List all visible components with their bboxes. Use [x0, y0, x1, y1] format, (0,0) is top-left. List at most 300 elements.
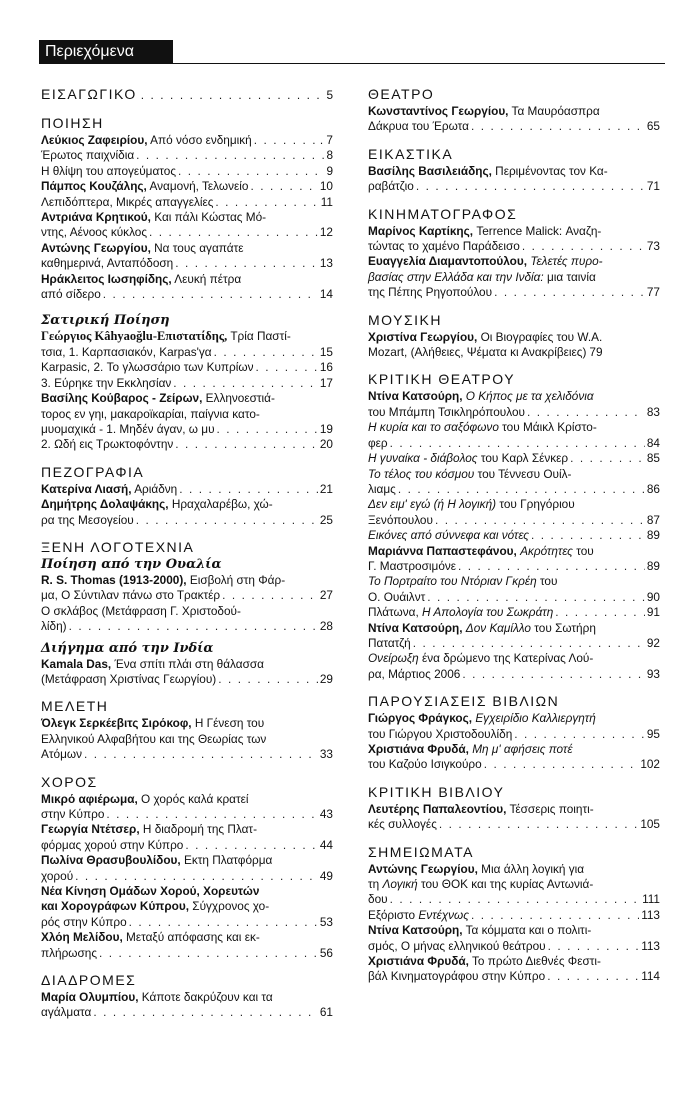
author-name: Νέα Κίνηση Ομάδων Χορού, Χορευτών [41, 884, 260, 899]
entry-title: Τέσσερις ποιητι- [509, 801, 594, 816]
entry-title: Ο χορός καλά κρατεί [141, 791, 249, 806]
section-title: ΧΟΡΟΣ [41, 773, 98, 790]
page-number: 12 [319, 225, 333, 240]
entry-title: Σύγχρονος χο- [192, 899, 270, 914]
entry-title: ένα δρώμενο της Κατερίνας Λού- [421, 651, 594, 666]
toc-entry[interactable] [368, 651, 660, 682]
section-title: ΕΙΚΑΣΤΙΚΑ [368, 145, 454, 162]
page-number: 11 [320, 194, 333, 209]
entry-title: φερ [368, 435, 388, 450]
toc-entry[interactable] [368, 621, 660, 652]
entry-title: καθημερινά, Ανταπόδοση [41, 256, 174, 271]
page-number: 113 [641, 907, 660, 922]
entry-title: Εισβολή στη Φάρ- [189, 572, 286, 587]
dot-leader [141, 88, 323, 102]
section-title: ΠΕΖΟΓΡΑΦΙΑ [41, 463, 145, 480]
author-name: και Χορογράφων Κύπρου, [41, 899, 189, 914]
dot-leader [69, 619, 318, 634]
page-number: 28 [319, 619, 333, 634]
dot-leader [136, 148, 324, 163]
entry-title: του Γρηγόριου [499, 497, 575, 512]
toc-entry[interactable] [41, 210, 333, 241]
entry-title: Ηραχαλαρέβω, χώ- [171, 497, 273, 512]
author-name: Χριστίνα Γεωργίου, [368, 329, 478, 344]
dot-leader [390, 436, 645, 451]
toc-entry[interactable] [41, 179, 333, 194]
page-number: 95 [646, 726, 660, 741]
entry-title: Ο. Ουάιλντ [368, 589, 426, 604]
page-number: 16 [319, 360, 333, 375]
section-title: Σατιρική Ποίηση [41, 313, 170, 329]
dot-leader [416, 179, 645, 194]
author-name: Αντώνης Γεωργίου, [41, 240, 151, 255]
dot-leader [462, 667, 645, 682]
author-name: Βασίλης Κούβαρος - Ζείρων, [41, 391, 203, 406]
toc-entry[interactable] [41, 990, 333, 1021]
entry-title: Εικόνες από σύννεφα και νότες [368, 528, 529, 543]
entry-title: Κάποτε δακρύζουν και τα [141, 990, 273, 1005]
entry-title: Ο σκλάβος (Μετάφραση Γ. Χριστοδού- [41, 603, 241, 618]
author-name: Μαριάννα Παπαστεφάνου, [368, 543, 517, 558]
entry-title: Αναμονή, Τελωνείο [149, 179, 249, 194]
dot-leader [254, 133, 318, 148]
entry-title: ραβάτζιο [368, 179, 414, 194]
toc-entry[interactable] [368, 574, 660, 605]
entry-title: Πατατζή [368, 635, 411, 650]
page-number: 29 [319, 671, 333, 686]
entry-title: Δεν ειμ' εγώ (ή Η λογική) [368, 497, 497, 512]
entry-title: του Γιώργου Χριστοδουλίδη [368, 726, 513, 741]
dot-leader [84, 747, 318, 762]
toc-entry[interactable] [368, 528, 660, 543]
entry-title: Ξενόπουλου [368, 512, 433, 527]
entry-title: Αριάδνη [134, 481, 178, 496]
page-number: 17 [319, 375, 333, 390]
page-number: 20 [319, 437, 333, 452]
dot-leader [255, 360, 317, 375]
toc-entry[interactable] [368, 711, 660, 742]
entry-title: Από νόσο ενδημική [150, 133, 252, 147]
entry-title: δου [368, 892, 388, 907]
author-name: Κατερίνα Λιασή, [41, 481, 132, 496]
section-title: ΜΕΛΕΤΗ [41, 698, 109, 715]
left-column [41, 86, 333, 1032]
section-eikastika [368, 146, 660, 195]
toc-entry[interactable] [41, 164, 333, 179]
toc-entry[interactable] [368, 224, 660, 255]
entry-title: ρα της Μεσογείου [41, 512, 134, 527]
entry-title: Οι Βιογραφίες του W.A. [480, 329, 603, 344]
dot-leader [548, 939, 640, 954]
dot-leader [570, 451, 645, 466]
toc-entry[interactable] [41, 133, 333, 148]
author-name: Ηράκλειτος Ιωσηφίδης, [41, 271, 172, 286]
author-name: Kamala Das, [41, 656, 112, 671]
toc-entry[interactable] [41, 482, 333, 497]
entry-title: χορού [41, 868, 74, 883]
section-title: ΜΟΥΣΙΚΗ [368, 311, 442, 328]
entry-title: Έρωτος παιχνίδια [41, 148, 135, 163]
entry-title: Να τους αγαπάτε [154, 240, 244, 255]
author-name: Ντίνα Κατσούρη, [368, 620, 463, 635]
author-name: Βασίλης Βασιλειάδης, [368, 163, 492, 178]
entry-title: του Τέννεσυ Ουίλ- [477, 466, 572, 481]
entry-title: του Μπάμπη Τσικληρόπουλου [368, 404, 525, 419]
entry-title: του Σωτήρη [534, 620, 596, 635]
toc-entry[interactable] [41, 329, 333, 391]
section-title: ΠΟΙΗΣΗ [41, 115, 104, 131]
toc-entry[interactable] [41, 195, 333, 210]
page-number: 10 [319, 179, 333, 194]
author-name: Ντίνα Κατσούρη, [368, 923, 463, 938]
entry-title: Περιμένοντας τον Κα- [495, 163, 608, 178]
author-name: Γεώργιος Kâhyaoğlu-Επιστατίδης, [41, 329, 228, 344]
author-name: Ντίνα Κατσούρη, [368, 389, 463, 404]
dot-leader [103, 287, 318, 302]
section-mousiki [368, 312, 660, 361]
entry-title: Τελετές πυρο- [530, 254, 603, 269]
author-name: Πάμπος Κουζάλης, [41, 179, 147, 194]
entry-title: Η Γένεση του [194, 716, 265, 731]
entry-title: του Μάικλ Κρίστο- [502, 420, 597, 435]
page-number: 25 [319, 512, 333, 527]
author-name: Κωνσταντίνος Γεωργίου, [368, 104, 509, 118]
entry-title: Η διαδρομή της Πλατ- [142, 822, 258, 837]
page-number: 13 [319, 256, 333, 271]
toc-entry[interactable] [368, 467, 660, 498]
entry-title: Τα Μαυρόασπρα [511, 104, 600, 118]
page-number: 14 [319, 287, 333, 302]
dot-leader [398, 482, 645, 497]
section-kritiki-theatrou [368, 371, 660, 682]
toc-entry[interactable] [368, 451, 660, 466]
page-number: 114 [641, 969, 660, 984]
entry-title: Ακρότητες [520, 543, 573, 558]
page-number: 111 [642, 892, 660, 907]
entry-title: Εγχειρίδιο Καλλιεργητή [475, 711, 596, 726]
dot-leader [136, 513, 318, 528]
entry-title: Πλάτωνα, [368, 605, 419, 620]
entry-title: Δάκρυα του Έρωτα [368, 119, 469, 134]
page-number: 93 [646, 666, 660, 681]
dot-leader [250, 179, 317, 194]
toc-entry[interactable] [368, 954, 660, 985]
page-number: 84 [646, 435, 660, 450]
entry-title: 3. Εύρηκε την Εκκλησίαν [41, 375, 172, 390]
page-number: 89 [646, 558, 660, 573]
page-number: 19 [319, 421, 333, 436]
entry-title: του [539, 574, 558, 589]
entry-title: λίδη) [41, 619, 67, 634]
dot-leader [484, 757, 639, 772]
page-number: 89 [646, 528, 660, 543]
author-name: Χλόη Μελίδου, [41, 930, 123, 945]
entry-title: Τρία Παστί- [230, 329, 291, 344]
page-number: 73 [646, 239, 660, 254]
entry-title: Λευκή πέτρα [174, 271, 242, 286]
dot-leader [218, 672, 318, 687]
entry-title: (Μετάφραση Χριστίνας Γεωργίου) [41, 671, 217, 686]
page-number: 86 [646, 481, 660, 496]
entry-title: του Καζούο Ισιγκούρο [368, 757, 482, 772]
entry-title: Ελληνοεστιά- [205, 391, 275, 406]
page-number: 5 [326, 88, 333, 102]
page-number: 77 [646, 285, 660, 300]
entry-title: σμός, Ο μήνας ελληνικού θεάτρου [368, 938, 546, 953]
page-number: 15 [319, 344, 333, 359]
toc-entry[interactable] [368, 164, 660, 195]
dot-leader [439, 817, 638, 832]
entry-title: φόρμας χορού στην Κύπρο [41, 837, 184, 852]
page-number: 49 [319, 868, 333, 883]
page-number: 61 [319, 1005, 333, 1020]
entry-title: Μεταξύ απόφασης και εκ- [126, 930, 260, 945]
entry-title: Ονείρωξη [368, 651, 419, 666]
dot-leader [531, 528, 645, 543]
dot-leader [527, 405, 645, 420]
entry-title: Η κυρία και το σαξόφωνο [368, 420, 499, 435]
author-name: Λεύκιος Ζαφειρίου, [41, 133, 148, 147]
dot-leader [413, 636, 645, 651]
entry-title: Ένα σπίτι πλάι στη θάλασσα [114, 656, 264, 671]
section-title: ΔΙΑΔΡΟΜΕΣ [41, 972, 137, 989]
toc-entry[interactable] [368, 330, 660, 361]
page-number: 91 [646, 605, 660, 620]
section-xoros [41, 774, 333, 961]
section-xeni [41, 539, 333, 687]
toc-entry[interactable] [41, 657, 333, 688]
page-number: 8 [326, 148, 333, 163]
section-title: ΣΗΜΕΙΩΜΑΤΑ [368, 843, 474, 860]
entry-title: Δον Καμίλλο [465, 620, 531, 635]
page-number: 85 [646, 451, 660, 466]
page-number: 105 [640, 817, 660, 832]
dot-leader [222, 588, 318, 603]
page-number: 102 [640, 757, 660, 772]
entry-title: μυομαχικά - 1. Μηδέν άγαν, ω μυ [41, 421, 215, 436]
dot-leader [106, 807, 317, 822]
section-simeiomata [368, 844, 660, 985]
entry-title: μια ταινία [546, 269, 596, 284]
toc-entry[interactable] [368, 742, 660, 773]
page-number: 113 [641, 938, 660, 953]
entry-title: στην Κύπρο [41, 807, 105, 821]
entry-title: Mozart, (Αλήθειες, Ψέματα κι Ανακρίβειες) [368, 345, 587, 360]
right-column [368, 86, 660, 996]
toc-entry[interactable] [368, 544, 660, 575]
toc-entry[interactable] [368, 420, 660, 451]
toc-entry[interactable] [41, 822, 333, 853]
entry-title: Το πρώτο Διεθνές Φεστι- [472, 954, 601, 969]
toc-entry[interactable] [41, 716, 333, 762]
toc-entry[interactable] [368, 802, 660, 833]
toc-entry[interactable] [368, 923, 660, 954]
entry-title: ρός στην Κύπρο [41, 914, 127, 929]
page-number: 9 [326, 163, 333, 178]
section-meleti [41, 698, 333, 762]
dot-leader [175, 437, 318, 452]
page-number: 79 [589, 345, 603, 360]
dot-leader [435, 513, 645, 528]
page-number: 71 [646, 179, 660, 194]
dot-leader [458, 559, 645, 574]
author-name: Γεωργία Ντέτσερ, [41, 822, 140, 837]
author-name: Μικρό αφιέρωμα, [41, 791, 138, 806]
section-diadromes [41, 972, 333, 1021]
page-number: 44 [319, 837, 333, 852]
entry-title: λιαμς [368, 481, 396, 496]
entry-title: της Πέπης Ρηγοπούλου [368, 285, 493, 300]
page-number: 83 [646, 404, 660, 419]
entry-title: μα, Ο Σύντιλαν πάνω στο Τρακτέρ [41, 588, 221, 603]
entry-title: βασίας στην Ελλάδα και την Ινδία: [368, 269, 544, 284]
page-title: Περιεχόμενα [39, 40, 173, 64]
author-name: Αντώνης Γεωργίου, [368, 861, 478, 876]
section-parousiaseis [368, 693, 660, 773]
page-number: 21 [319, 481, 333, 496]
author-name: Αντριάνα Κρητικού, [41, 210, 151, 225]
subsection-title: Ποίηση από την Ουαλία [41, 556, 222, 572]
page-number: 27 [319, 588, 333, 603]
author-name: Πωλίνα Θρασυβουλίδου, [41, 853, 181, 868]
entry-title: Λογική [382, 877, 418, 892]
author-name: Γιώργος Φράγκος, [368, 711, 473, 726]
dot-leader [217, 422, 318, 437]
section-title-intro: ΕΙΣΑΓΩΓΙΚΟ [41, 86, 137, 102]
entry-title: του [576, 543, 594, 558]
entry-title: ρα, Μάρτιος 2006 [368, 666, 461, 681]
toc-entry[interactable] [368, 862, 660, 908]
toc-entry[interactable] [41, 792, 333, 823]
entry-title: 2. Ωδή εις Τρωκτοφόντην [41, 437, 174, 452]
entry-title: Ατόμων [41, 747, 82, 762]
entry-title: Γ. Μαστροσιμόνε [368, 558, 457, 573]
entry-title: Ελληνικού Αλφαβήτου και της Θεωρίας των [41, 731, 267, 746]
entry-title: Ο Κήπος με τα χελιδόνια [465, 389, 594, 404]
page-number: 56 [319, 945, 333, 960]
entry-title: Εντέχνως [418, 907, 469, 922]
dot-leader [129, 915, 318, 930]
page-number: 33 [319, 747, 333, 762]
toc-entry[interactable] [368, 497, 660, 528]
section-satiriki [41, 313, 333, 452]
entry-title: πλήρωσης [41, 945, 98, 960]
section-kritiki-vivliou [368, 784, 660, 833]
author-name: Μαρίνος Καρτίκης, [368, 223, 474, 238]
page-number: . 7 [319, 133, 333, 147]
page-number: 53 [319, 914, 333, 929]
toc-entry[interactable] [368, 908, 660, 923]
author-name: Όλεγκ Σερκέεβιτς Σιρόκοφ, [41, 716, 192, 731]
page-number: 43 [319, 807, 333, 821]
entry-title: τώντας το χαμένο Παράδεισο [368, 239, 520, 254]
dot-leader [514, 727, 645, 742]
entry-title: Λεπιδόπτερα, Μικρές απαγγελίες [41, 194, 214, 209]
section-title: ΞΕΝΗ ΛΟΓΟΤΕΧΝΙΑ [41, 538, 195, 555]
entry-title: Εξόριστο [368, 907, 416, 922]
author-name: Ευαγγελία Διαμαντοπούλου, [368, 254, 528, 269]
section-title: ΚΙΝΗΜΑΤΟΓΡΑΦΟΣ [368, 205, 518, 222]
entry-title: τορος εν γηι, μακαροϊκαρίαι, παίγνια κατο- [41, 406, 260, 421]
dot-leader [149, 225, 318, 240]
entry-title: Μη μ' αφήσεις ποτέ [472, 742, 573, 756]
author-name: Λευτέρης Παπαλεοντίου, [368, 801, 507, 816]
entry-title: Τα κόμματα και ο πολιτι- [465, 923, 592, 938]
entry-title: Εκτη Πλατφόρμα [183, 853, 273, 868]
dot-leader [522, 239, 645, 254]
entry-title: αγάλματα [41, 1005, 92, 1020]
dot-leader [390, 892, 640, 907]
dot-leader [93, 1005, 318, 1020]
entry-title: Και πάλι Κώστας Μό- [154, 210, 267, 225]
section-theatro [368, 86, 660, 135]
dot-leader [214, 345, 318, 360]
toc-entry[interactable] [41, 241, 333, 272]
entry-title: Μια άλλη λογική για [481, 861, 585, 876]
author-name: Χριστιάνα Φρυδά, [368, 954, 469, 969]
toc-entry[interactable] [41, 853, 333, 884]
header-rule [173, 63, 665, 64]
entry-title: τσια, 1. Καρπασιακόν, Karpas'γα [41, 344, 212, 359]
page-number: 92 [646, 635, 660, 650]
dot-leader [185, 838, 318, 853]
section-kinimatografos [368, 206, 660, 301]
entry-title: κές συλλογές [368, 817, 437, 832]
toc-entry[interactable] [368, 605, 660, 620]
toc-entry[interactable] [41, 148, 333, 163]
section-title: ΘΕΑΤΡΟ [368, 86, 435, 102]
entry-title: του Καρλ Σένκερ [480, 451, 569, 466]
toc-entry[interactable] [41, 272, 333, 303]
author-name: Χριστιάνα Φρυδά, [368, 742, 469, 756]
entry-title: Η Απολογία του Σωκράτη [422, 605, 554, 620]
dot-leader [427, 590, 645, 605]
subsection-title: Διήγημα από την Ινδία [41, 640, 214, 656]
toc-entry[interactable] [41, 930, 333, 961]
page-header [39, 40, 665, 66]
dot-leader [75, 869, 318, 884]
toc-entry[interactable] [41, 573, 333, 635]
toc-entry[interactable] [41, 884, 333, 930]
toc-entry-intro[interactable] [41, 86, 333, 102]
dot-leader [555, 605, 645, 620]
entry-title: Το τέλος του κόσμου [368, 466, 475, 481]
toc-entry[interactable] [41, 497, 333, 528]
dot-leader [215, 195, 318, 210]
page-number: 87 [646, 512, 660, 527]
entry-title: Karpasic, 2. Το γλωσσάριο των Κυπρίων [41, 360, 254, 375]
entry-title: Η θλίψη του απογεύματος [41, 163, 177, 178]
entry-title: Terrence Malick: Αναζη- [476, 223, 602, 238]
entry-title: Η γυναίκα - διάβολος [368, 451, 478, 466]
dot-leader [179, 482, 318, 497]
dot-leader [547, 969, 639, 984]
dot-leader [178, 164, 324, 179]
entry-title: από σίδερο [41, 287, 101, 302]
section-title: ΚΡΙΤΙΚΗ ΒΙΒΛΙΟΥ [368, 783, 505, 800]
page-number: 90 [646, 589, 660, 604]
dot-leader [173, 376, 318, 391]
section-title: ΚΡΙΤΙΚΗ ΘΕΑΤΡΟΥ [368, 371, 516, 388]
entry-title: ντης, Αένοος κύκλος [41, 225, 148, 240]
toc-entry[interactable] [368, 104, 660, 135]
section-title: ΠΑΡΟΥΣΙΑΣΕΙΣ ΒΙΒΛΙΩΝ [368, 693, 560, 710]
toc-entry[interactable] [41, 391, 333, 453]
toc-entry[interactable] [368, 254, 660, 300]
section-poiisi [41, 115, 333, 302]
toc-entry[interactable] [368, 389, 660, 420]
entry-title: Το Πορτραίτο του Ντόριαν Γκρέη [368, 574, 537, 589]
